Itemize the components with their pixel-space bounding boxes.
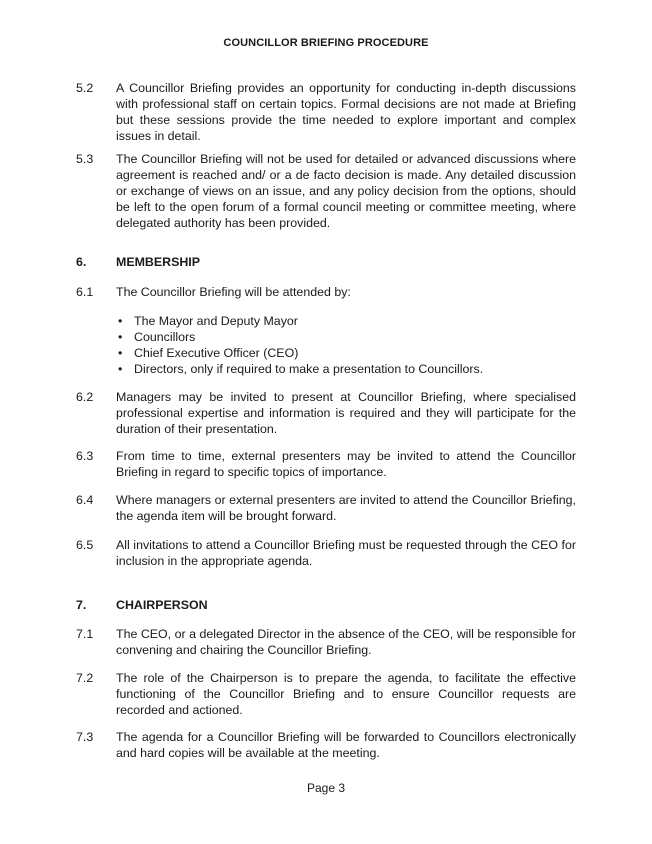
paragraph-number: 7.3: [76, 730, 94, 744]
paragraph-text: From time to time, external presenters may be invited to attend the Councillor Briefing in regard to specific topics of importance.: [116, 449, 576, 479]
paragraph-text: All invitations to attend a Councillor Briefing must be requested through the CEO for inclusion in the appropriate agenda.: [116, 538, 576, 568]
paragraph-text: The Councillor Briefing will not be used for detailed or advanced discussions where agreement is reached and/ or a de facto decision is made. Any detailed discussion or exchange of views on an issue, and any policy decision from the options, should be left to the open forum of a formal council meeting or committee meeting, where delegated authority has been provided.: [116, 152, 576, 230]
list-item: • The Mayor and Deputy Mayor: [118, 314, 298, 328]
bullet-icon: •: [118, 362, 123, 376]
document-title: COUNCILLOR BRIEFING PROCEDURE: [223, 37, 429, 49]
paragraph-number: 6.1: [76, 285, 94, 299]
section-heading-membership: [76, 254, 576, 270]
attendee-list: [116, 313, 556, 377]
paragraph-7-1: [76, 626, 576, 658]
bullet-icon: •: [118, 330, 123, 344]
paragraph-text: The role of the Chairperson is to prepare the agenda, to facilitate the effective functioning of the Councillor Briefing and to ensure Councillor requests are recorded and actioned.: [116, 671, 576, 717]
page-number: Page 3: [306, 781, 346, 795]
bullet-icon: •: [118, 346, 123, 360]
section-title: MEMBERSHIP: [116, 255, 200, 269]
paragraph-7-2: [76, 670, 576, 718]
paragraph-number: 6.2: [76, 390, 94, 404]
list-item: • Chief Executive Officer (CEO): [118, 346, 299, 360]
paragraph-number: 5.2: [76, 81, 94, 95]
section-number: 7.: [76, 598, 87, 612]
paragraph-text: The CEO, or a delegated Director in the absence of the CEO, will be responsible for convening and chairing the Councillor Briefing.: [116, 627, 576, 657]
paragraph-text: Managers may be invited to present at Councillor Briefing, where specialised professional expertise and information is required and they will participate for the duration of their presentation.: [116, 390, 576, 436]
paragraph-number: 6.5: [76, 538, 94, 552]
section-number: 6.: [76, 255, 87, 269]
paragraph-5-2: [76, 80, 576, 144]
paragraph-5-3: [76, 151, 576, 231]
paragraph-7-3: [76, 729, 576, 761]
paragraph-6-1: [76, 284, 576, 300]
paragraph-number: 6.4: [76, 493, 94, 507]
paragraph-number: 6.3: [76, 449, 94, 463]
section-heading-chairperson: [76, 597, 576, 613]
paragraph-number: 5.3: [76, 152, 94, 166]
paragraph-6-2: [76, 389, 576, 437]
paragraph-6-5: [76, 537, 576, 569]
section-title: CHAIRPERSON: [116, 598, 208, 612]
paragraph-number: 7.1: [76, 627, 94, 641]
paragraph-6-4: [76, 492, 576, 524]
paragraph-text: The Councillor Briefing will be attended by:: [116, 285, 351, 299]
paragraph-number: 7.2: [76, 671, 94, 685]
bullet-icon: •: [118, 314, 123, 328]
paragraph-6-3: [76, 448, 576, 480]
paragraph-text: Where managers or external presenters are invited to attend the Councillor Briefing, the agenda item will be brought forward.: [116, 493, 576, 523]
list-item: • Councillors: [118, 330, 196, 344]
list-item: • Directors, only if required to make a presentation to Councillors.: [118, 362, 484, 376]
paragraph-text: A Councillor Briefing provides an opportunity for conducting in-depth discussions with professional staff on certain topics. Formal decisions are not made at Briefing but these sessions provide the time needed to explore important and complex issues in detail.: [116, 81, 576, 143]
paragraph-text: The agenda for a Councillor Briefing will be forwarded to Councillors electronically and hard copies will be available at the meeting.: [116, 730, 576, 760]
